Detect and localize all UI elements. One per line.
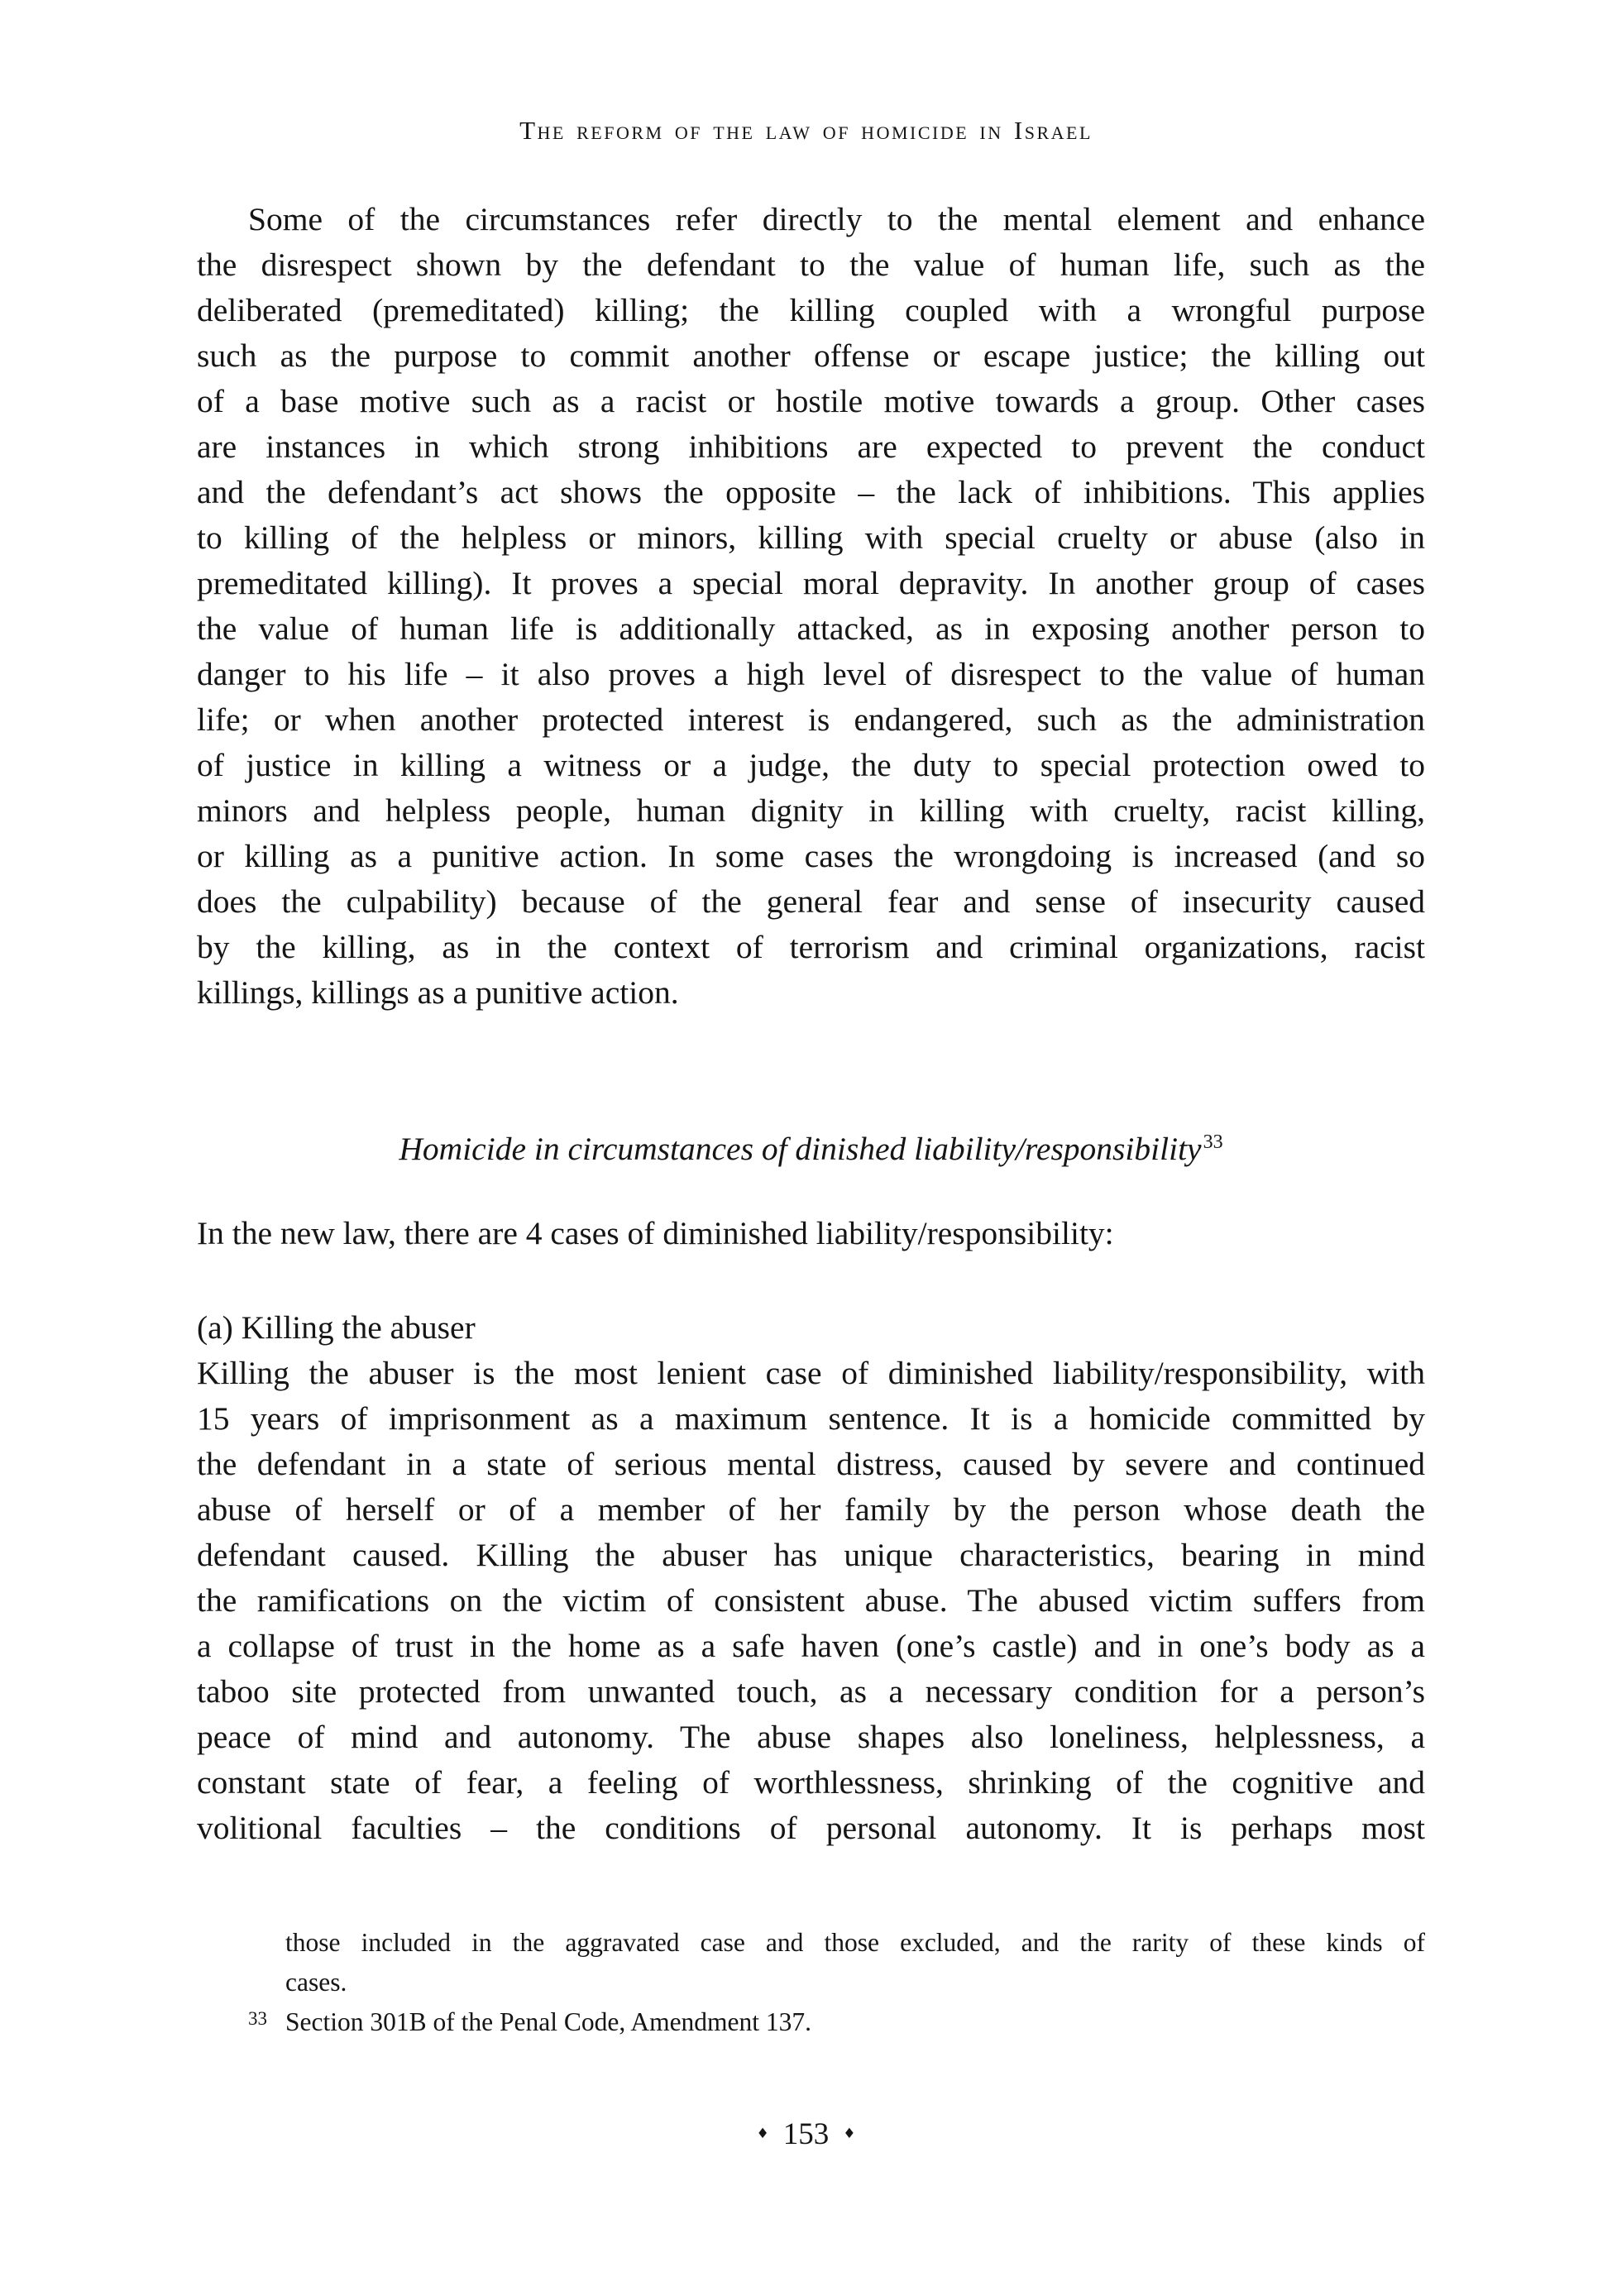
text-line: of justice in killing a witness or a judge, the duty to special protection owed to [197,747,1425,783]
folio-ornament-left-icon: ♦ [756,2126,769,2142]
text-line: taboo site protected from unwanted touch, as a necessary condition for a person’s [197,1673,1425,1710]
text-line: or killing as a punitive action. In some cases the wrongdoing is increased (and so [197,838,1425,874]
footnote-33-line [197,2002,1425,2042]
footnote-reference-33: 33 [1203,1131,1223,1153]
footnote-33-marker: 33 [248,2008,267,2029]
text-line: abuse of herself or of a member of her family by the person whose death the [197,1491,1425,1528]
text-line: of a base motive such as a racist or hostile motive towards a group. Other cases [197,383,1425,419]
running-head: The reform of the law of homicide in Israel [519,116,1093,145]
text-line: and the defendant’s act shows the opposite – the lack of inhibitions. This applies [197,474,1425,510]
text-line: defendant caused. Killing the abuser has unique characteristics, bearing in mind [197,1537,1425,1573]
subheading-killing-the-abuser: (a) Killing the abuser [197,1309,476,1346]
text-line: those included in the aggravated case and those excluded, and the rarity of these kinds of [285,1928,1425,1957]
text-line: killings, killings as a punitive action. [197,974,679,1011]
text-line: are instances in which strong inhibitions are expected to prevent the conduct [197,428,1425,465]
section-heading-text: Homicide in circumstances of dinished liability/responsibility [399,1131,1202,1167]
page-footer [0,2116,1612,2153]
page-number: 153 [782,2117,830,2151]
text-line: the disrespect shown by the defendant to the value of human life, such as the [197,246,1425,283]
text-line: the defendant in a state of serious mental distress, caused by severe and continued [197,1446,1425,1482]
text-line: a collapse of trust in the home as a safe haven (one’s castle) and in one’s body as a [197,1628,1425,1664]
text-line: such as the purpose to commit another offense or escape justice; the killing out [197,337,1425,374]
text-line: danger to his life – it also proves a high level of disrespect to the value of human [197,656,1425,692]
footnote-33 [197,2002,1425,2042]
footnote-area [197,1923,1425,2042]
intro-line: In the new law, there are 4 cases of diminished liability/responsibility: [197,1215,1114,1251]
text-line: the ramifications on the victim of consistent abuse. The abused victim suffers from [197,1582,1425,1619]
text-line: by the killing, as in the context of terrorism and criminal organizations, racist [197,929,1425,965]
text-line: the value of human life is additionally attacked, as in exposing another person to [197,610,1425,647]
text-line: volitional faculties – the conditions of personal autonomy. It is perhaps most [197,1810,1425,1846]
text-line: constant state of fear, a feeling of worthlessness, shrinking of the cognitive and [197,1764,1425,1801]
text-line: deliberated (premeditated) killing; the killing coupled with a wrongful purpose [197,292,1425,328]
text-line: cases. [285,1968,347,1997]
text-line: life; or when another protected interest is endangered, such as the administration [197,701,1425,738]
paragraph-circumstances [197,197,1425,1016]
text-line: to killing of the helpless or minors, killing with special cruelty or abuse (also in [197,519,1425,556]
text-line: premeditated killing). It proves a special moral depravity. In another group of cases [197,565,1425,601]
footnote-33-text: Section 301B of the Penal Code, Amendment 137. [285,2007,812,2036]
text-line: 15 years of imprisonment as a maximum sentence. It is a homicide committed by [197,1400,1425,1437]
paragraph-killing-the-abuser [197,1351,1425,1851]
text-line: peace of mind and autonomy. The abuse shapes also loneliness, helplessness, a [197,1719,1425,1755]
text-line: minors and helpless people, human dignity in killing with cruelty, racist killing, [197,792,1425,829]
section-heading [197,1126,1425,1172]
footnote-continuation [197,1923,1425,2002]
text-line: Killing the abuser is the most lenient case of diminished liability/responsibility, with [197,1355,1425,1391]
text-line: Some of the circumstances refer directly to the mental element and enhance [248,201,1425,237]
folio-ornament-right-icon: ♦ [843,2126,856,2142]
text-line: does the culpability) because of the general fear and sense of insecurity caused [197,883,1425,920]
